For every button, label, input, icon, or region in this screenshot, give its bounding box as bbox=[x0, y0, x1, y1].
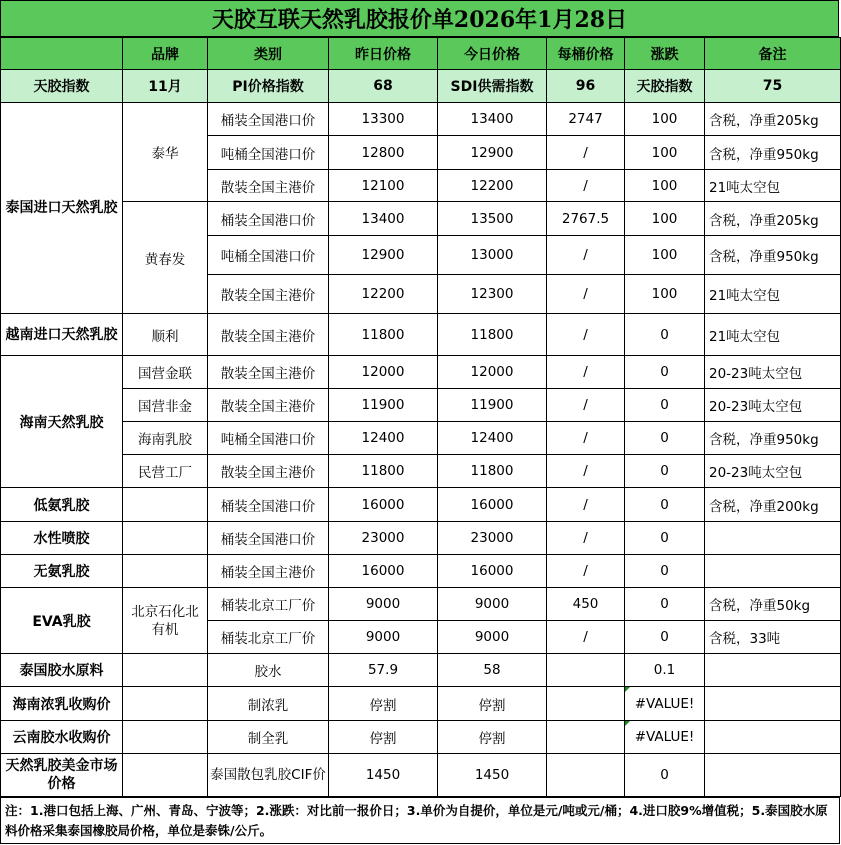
brand-cell-taihua: 泰华 bbox=[123, 103, 208, 202]
change-cell: 0 bbox=[625, 754, 705, 797]
change-cell: 100 bbox=[625, 236, 705, 275]
group-cell-hainan: 海南天然乳胶 bbox=[1, 356, 123, 488]
yesterday-price-cell: 12400 bbox=[329, 422, 438, 455]
type-cell: 胶水 bbox=[208, 654, 329, 687]
today-price-cell: 12400 bbox=[438, 422, 547, 455]
brand-cell-guoying-feijin: 国营非金 bbox=[123, 389, 208, 422]
header-cell: 类别 bbox=[208, 38, 329, 70]
footnote: 注：1.港口包括上海、广州、青岛、宁波等；2.涨跌：对比前一报价日；3.单价为自提价，单位是元/吨或元/桶；4.进口胶9%增值税；5.泰国胶水原料价格采集泰国橡胶局价格，单位是泰铢/公斤。 bbox=[0, 797, 840, 844]
header-cell: 涨跌 bbox=[625, 38, 705, 70]
brand-cell-minying: 民营工厂 bbox=[123, 455, 208, 488]
today-price-cell: 16000 bbox=[438, 555, 547, 588]
change-cell: 0 bbox=[625, 389, 705, 422]
index-row bbox=[1, 70, 841, 103]
today-price-cell: 停割 bbox=[438, 687, 547, 721]
change-cell: 0 bbox=[625, 588, 705, 621]
group-cell-vietnam: 越南进口天然乳胶 bbox=[1, 314, 123, 356]
change-cell: 0 bbox=[625, 422, 705, 455]
group-cell-thai-raw: 泰国胶水原料 bbox=[1, 654, 123, 687]
group-cell-ammonia-free: 无氨乳胶 bbox=[1, 555, 123, 588]
per-barrel-cell: / bbox=[547, 136, 625, 170]
brand-cell-empty bbox=[123, 687, 208, 721]
yesterday-price-cell: 57.9 bbox=[329, 654, 438, 687]
header-cell: 每桶价格 bbox=[547, 38, 625, 70]
brand-cell-empty bbox=[123, 754, 208, 797]
index-cell: PI价格指数 bbox=[208, 70, 329, 103]
today-price-cell: 12200 bbox=[438, 170, 547, 202]
change-cell: 100 bbox=[625, 202, 705, 236]
change-cell: 0 bbox=[625, 621, 705, 654]
change-cell: 100 bbox=[625, 170, 705, 202]
yesterday-price-cell: 16000 bbox=[329, 488, 438, 522]
change-cell: 0 bbox=[625, 356, 705, 389]
index-cell: SDI供需指数 bbox=[438, 70, 547, 103]
brand-cell-empty bbox=[123, 721, 208, 754]
table-row bbox=[1, 455, 841, 488]
type-cell: 散装全国主港价 bbox=[208, 455, 329, 488]
change-cell: 0 bbox=[625, 555, 705, 588]
today-price-cell: 1450 bbox=[438, 754, 547, 797]
change-cell: 100 bbox=[625, 103, 705, 136]
today-price-cell: 16000 bbox=[438, 488, 547, 522]
per-barrel-cell: 2747 bbox=[547, 103, 625, 136]
change-cell: 0 bbox=[625, 455, 705, 488]
type-cell: 吨桶全国港口价 bbox=[208, 236, 329, 275]
yesterday-price-cell: 1450 bbox=[329, 754, 438, 797]
remark-cell bbox=[705, 687, 841, 721]
per-barrel-cell: / bbox=[547, 236, 625, 275]
yesterday-price-cell: 9000 bbox=[329, 621, 438, 654]
table-row bbox=[1, 389, 841, 422]
remark-cell: 含税，净重950kg bbox=[705, 236, 841, 275]
remark-cell: 20-23吨太空包 bbox=[705, 389, 841, 422]
today-price-cell: 9000 bbox=[438, 588, 547, 621]
change-cell: 0 bbox=[625, 488, 705, 522]
change-cell: 0 bbox=[625, 314, 705, 356]
per-barrel-cell: / bbox=[547, 455, 625, 488]
yesterday-price-cell: 11900 bbox=[329, 389, 438, 422]
today-price-cell: 13500 bbox=[438, 202, 547, 236]
per-barrel-cell: / bbox=[547, 275, 625, 314]
index-cell: 天胶指数 bbox=[625, 70, 705, 103]
yesterday-price-cell: 12000 bbox=[329, 356, 438, 389]
yesterday-price-cell: 12800 bbox=[329, 136, 438, 170]
remark-cell: 含税，净重205kg bbox=[705, 103, 841, 136]
table-row bbox=[1, 555, 841, 588]
header-cell bbox=[1, 38, 123, 70]
type-cell: 吨桶全国港口价 bbox=[208, 136, 329, 170]
today-price-cell: 12300 bbox=[438, 275, 547, 314]
today-price-cell: 23000 bbox=[438, 522, 547, 555]
index-cell: 96 bbox=[547, 70, 625, 103]
table-row bbox=[1, 422, 841, 455]
group-cell-yunnan-purchase: 云南胶水收购价 bbox=[1, 721, 123, 754]
type-cell: 桶装北京工厂价 bbox=[208, 588, 329, 621]
yesterday-price-cell: 停割 bbox=[329, 687, 438, 721]
header-cell: 备注 bbox=[705, 38, 841, 70]
yesterday-price-cell: 12100 bbox=[329, 170, 438, 202]
yesterday-price-cell: 13400 bbox=[329, 202, 438, 236]
group-cell-hainan-purchase: 海南浓乳收购价 bbox=[1, 687, 123, 721]
today-price-cell: 停割 bbox=[438, 721, 547, 754]
header-cell: 昨日价格 bbox=[329, 38, 438, 70]
index-cell: 11月 bbox=[123, 70, 208, 103]
per-barrel-cell bbox=[547, 754, 625, 797]
per-barrel-cell: / bbox=[547, 555, 625, 588]
per-barrel-cell bbox=[547, 687, 625, 721]
yesterday-price-cell: 12200 bbox=[329, 275, 438, 314]
header-cell: 今日价格 bbox=[438, 38, 547, 70]
type-cell: 桶装全国主港价 bbox=[208, 555, 329, 588]
change-cell: 0 bbox=[625, 522, 705, 555]
remark-cell: 20-23吨太空包 bbox=[705, 455, 841, 488]
yesterday-price-cell: 停割 bbox=[329, 721, 438, 754]
per-barrel-cell: 450 bbox=[547, 588, 625, 621]
today-price-cell: 11800 bbox=[438, 455, 547, 488]
type-cell: 制全乳 bbox=[208, 721, 329, 754]
yesterday-price-cell: 12900 bbox=[329, 236, 438, 275]
remark-cell: 含税，净重200kg bbox=[705, 488, 841, 522]
table-row bbox=[1, 687, 841, 721]
remark-cell: 21吨太空包 bbox=[705, 170, 841, 202]
brand-cell-shunli: 顺利 bbox=[123, 314, 208, 356]
change-cell-error bbox=[625, 721, 705, 754]
change-cell: 100 bbox=[625, 275, 705, 314]
index-cell: 68 bbox=[329, 70, 438, 103]
today-price-cell: 11900 bbox=[438, 389, 547, 422]
change-value: #VALUE! bbox=[634, 729, 695, 745]
remark-cell bbox=[705, 754, 841, 797]
per-barrel-cell: / bbox=[547, 356, 625, 389]
table-row bbox=[1, 356, 841, 389]
yesterday-price-cell: 23000 bbox=[329, 522, 438, 555]
group-cell-thai: 泰国进口天然乳胶 bbox=[1, 103, 123, 314]
index-cell: 75 bbox=[705, 70, 841, 103]
today-price-cell: 9000 bbox=[438, 621, 547, 654]
table-row bbox=[1, 522, 841, 555]
type-cell: 桶装全国港口价 bbox=[208, 488, 329, 522]
table-row bbox=[1, 721, 841, 754]
per-barrel-cell: / bbox=[547, 522, 625, 555]
header-cell: 品牌 bbox=[123, 38, 208, 70]
per-barrel-cell bbox=[547, 721, 625, 754]
brand-cell-guoying-jinlian: 国营金联 bbox=[123, 356, 208, 389]
today-price-cell: 12900 bbox=[438, 136, 547, 170]
today-price-cell: 58 bbox=[438, 654, 547, 687]
error-marker-icon bbox=[625, 687, 630, 692]
remark-cell: 含税，净重950kg bbox=[705, 422, 841, 455]
per-barrel-cell: / bbox=[547, 170, 625, 202]
today-price-cell: 13000 bbox=[438, 236, 547, 275]
remark-cell: 21吨太空包 bbox=[705, 275, 841, 314]
brand-cell-empty bbox=[123, 555, 208, 588]
group-cell-low-ammonia: 低氨乳胶 bbox=[1, 488, 123, 522]
remark-cell bbox=[705, 654, 841, 687]
remark-cell bbox=[705, 555, 841, 588]
type-cell: 散装全国主港价 bbox=[208, 314, 329, 356]
price-table bbox=[0, 37, 841, 797]
brand-cell-empty bbox=[123, 654, 208, 687]
type-cell: 桶装全国港口价 bbox=[208, 103, 329, 136]
table-row bbox=[1, 488, 841, 522]
type-cell: 制浓乳 bbox=[208, 687, 329, 721]
per-barrel-cell: / bbox=[547, 488, 625, 522]
change-value: #VALUE! bbox=[634, 695, 695, 712]
change-cell: 0.1 bbox=[625, 654, 705, 687]
yesterday-price-cell: 9000 bbox=[329, 588, 438, 621]
per-barrel-cell bbox=[547, 654, 625, 687]
today-price-cell: 13400 bbox=[438, 103, 547, 136]
brand-cell-beijing-shihua: 北京石化北有机 bbox=[123, 588, 208, 654]
yesterday-price-cell: 16000 bbox=[329, 555, 438, 588]
per-barrel-cell: / bbox=[547, 314, 625, 356]
table-row bbox=[1, 654, 841, 687]
brand-cell-empty bbox=[123, 522, 208, 555]
type-cell: 桶装全国港口价 bbox=[208, 202, 329, 236]
remark-cell: 含税，净重50kg bbox=[705, 588, 841, 621]
type-cell: 泰国散包乳胶CIF价 bbox=[208, 754, 329, 797]
remark-cell: 含税，净重205kg bbox=[705, 202, 841, 236]
table-row bbox=[1, 103, 841, 136]
brand-cell-empty bbox=[123, 488, 208, 522]
remark-cell bbox=[705, 721, 841, 754]
table-row bbox=[1, 588, 841, 621]
today-price-cell: 12000 bbox=[438, 356, 547, 389]
change-cell: 100 bbox=[625, 136, 705, 170]
remark-cell: 21吨太空包 bbox=[705, 314, 841, 356]
yesterday-price-cell: 11800 bbox=[329, 314, 438, 356]
table-row bbox=[1, 314, 841, 356]
type-cell: 吨桶全国港口价 bbox=[208, 422, 329, 455]
remark-cell: 含税，33吨 bbox=[705, 621, 841, 654]
type-cell: 桶装全国港口价 bbox=[208, 522, 329, 555]
type-cell: 散装全国主港价 bbox=[208, 170, 329, 202]
table-row bbox=[1, 754, 841, 797]
type-cell: 桶装北京工厂价 bbox=[208, 621, 329, 654]
table-row bbox=[1, 202, 841, 236]
yesterday-price-cell: 11800 bbox=[329, 455, 438, 488]
type-cell: 散装全国主港价 bbox=[208, 389, 329, 422]
group-cell-usd-price: 天然乳胶美金市场价格 bbox=[1, 754, 123, 797]
remark-cell bbox=[705, 522, 841, 555]
per-barrel-cell: / bbox=[547, 621, 625, 654]
error-marker-icon bbox=[625, 721, 630, 726]
brand-cell-hainan-rujiao: 海南乳胶 bbox=[123, 422, 208, 455]
type-cell: 散装全国主港价 bbox=[208, 275, 329, 314]
remark-cell: 含税，净重950kg bbox=[705, 136, 841, 170]
type-cell: 散装全国主港价 bbox=[208, 356, 329, 389]
change-cell-error bbox=[625, 687, 705, 721]
index-cell: 天胶指数 bbox=[1, 70, 123, 103]
today-price-cell: 11800 bbox=[438, 314, 547, 356]
per-barrel-cell: / bbox=[547, 389, 625, 422]
yesterday-price-cell: 13300 bbox=[329, 103, 438, 136]
sheet-title: 天胶互联天然乳胶报价单2026年1月28日 bbox=[0, 0, 839, 37]
remark-cell: 20-23吨太空包 bbox=[705, 356, 841, 389]
brand-cell-huangchunfa: 黄春发 bbox=[123, 202, 208, 314]
per-barrel-cell: / bbox=[547, 422, 625, 455]
per-barrel-cell: 2767.5 bbox=[547, 202, 625, 236]
group-cell-waterborne: 水性喷胶 bbox=[1, 522, 123, 555]
group-cell-eva: EVA乳胶 bbox=[1, 588, 123, 654]
header-row bbox=[1, 38, 841, 70]
